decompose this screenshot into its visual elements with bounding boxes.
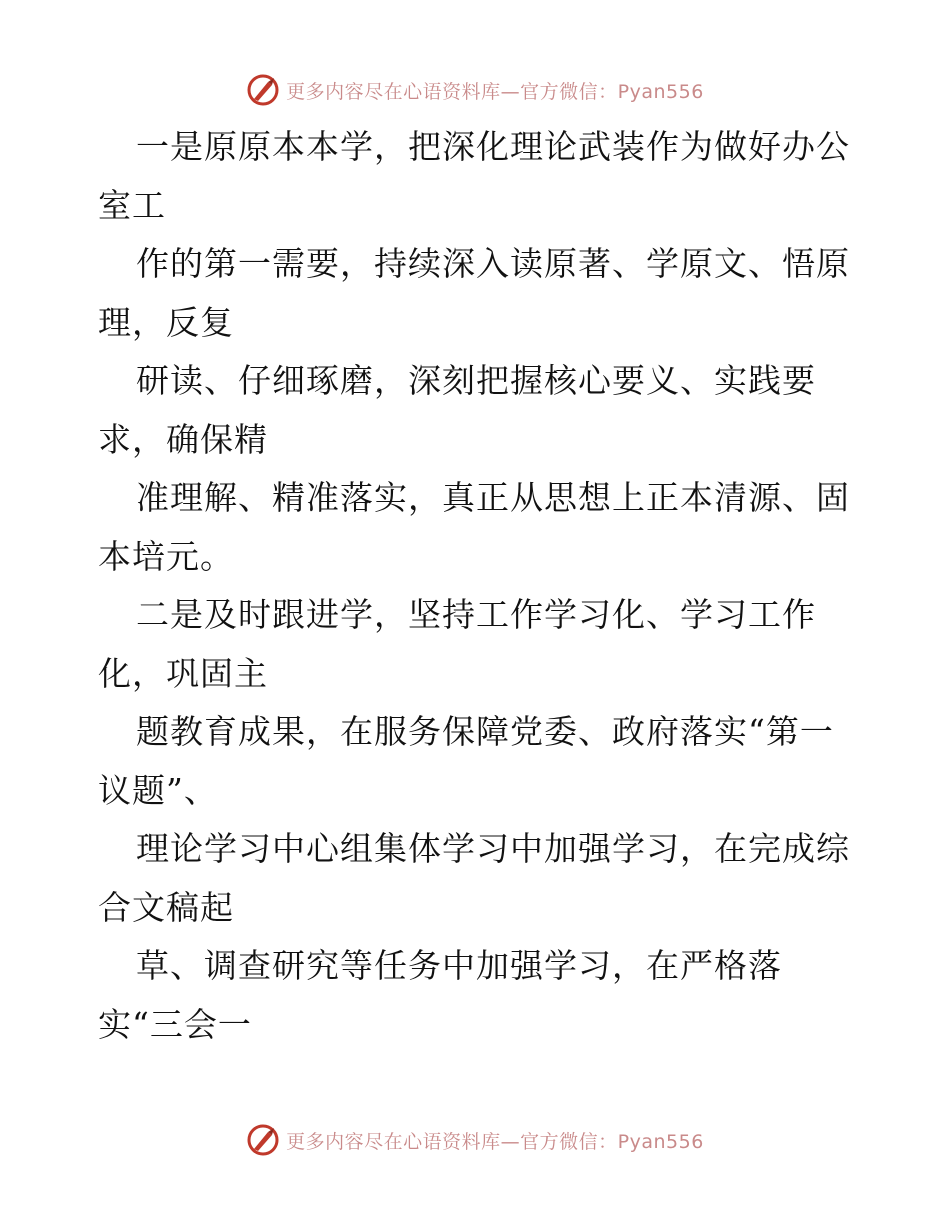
paragraph-line: 二是及时跟进学，坚持工作学习化、学习工作 [136, 595, 816, 634]
header-watermark-banner [0, 70, 950, 110]
paragraph-line: 化，巩固主 [98, 653, 268, 693]
footer-watermark-banner [0, 1120, 950, 1160]
paragraph-line: 作的第一需要，持续深入读原著、学原文、悟原 [136, 244, 850, 283]
paragraph-line: 理论学习中心组集体学习中加强学习，在完成综 [136, 829, 850, 868]
paragraph-line: 题教育成果，在服务保障党委、政府落实“第一 [136, 712, 834, 751]
paragraph-line: 室工 [98, 185, 166, 225]
paragraph-line: 实“三会一 [98, 1004, 252, 1044]
quill-logo-icon [246, 1123, 280, 1157]
paragraph-line: 议题”、 [98, 770, 218, 810]
quill-logo-icon [246, 73, 280, 107]
paragraph-line: 本培元。 [98, 536, 234, 576]
paragraph-line: 研读、仔细琢磨，深刻把握核心要义、实践要 [136, 361, 816, 400]
footer-banner-text: 更多内容尽在心语资料库—官方微信：Pyan556 [286, 1130, 704, 1153]
paragraph-line: 求，确保精 [98, 419, 268, 459]
document-body [98, 118, 858, 1054]
paragraph-line: 草、调查研究等任务中加强学习，在严格落 [136, 946, 782, 985]
paragraph-line: 合文稿起 [98, 887, 234, 927]
paragraph-line: 一是原原本本学，把深化理论武装作为做好办公 [136, 127, 850, 166]
paragraph-line: 理，反复 [98, 302, 234, 342]
header-banner-text: 更多内容尽在心语资料库—官方微信：Pyan556 [286, 80, 704, 103]
paragraph-line: 准理解、精准落实，真正从思想上正本清源、固 [136, 478, 850, 517]
